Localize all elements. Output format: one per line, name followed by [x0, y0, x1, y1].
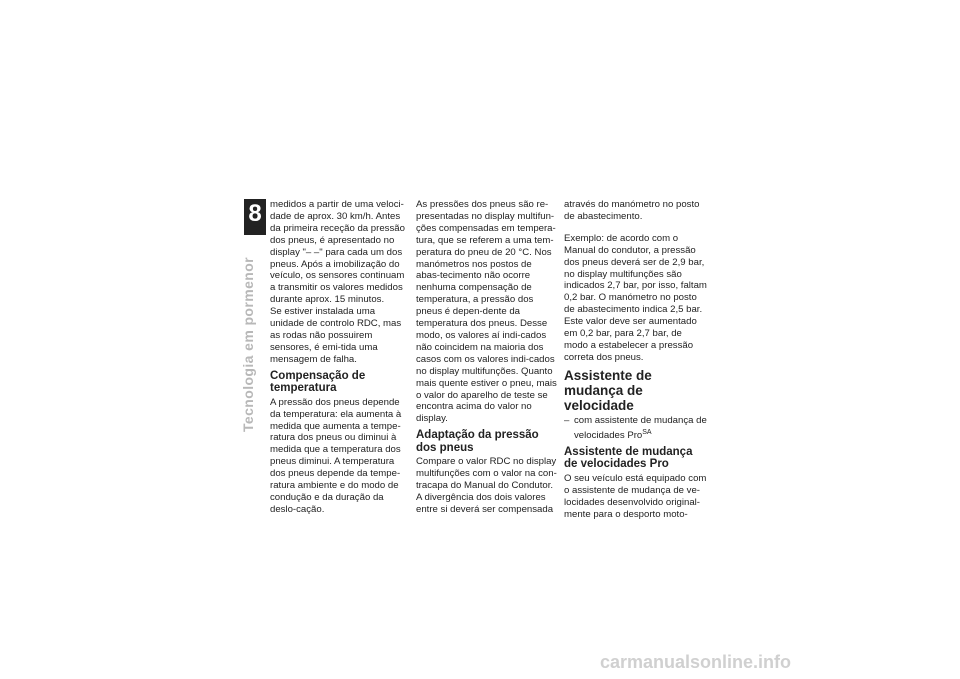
- paragraph: Exemplo: de acordo com o Manual do condutor, a pressão dos pneus deverá ser de 2,9 bar, no display multifunções são indicados 2,7 bar, por isso, faltam 0,2 bar. O manómetro no posto de abastecimento indica 2,5 bar. Este valor deve ser aumentado em 0,2 bar, para 2,7 bar, de modo a estabelecer a pressão correta dos pneus.: [564, 232, 707, 363]
- dash-icon: –: [564, 414, 570, 426]
- paragraph: O seu veículo está equipado com o assistente de mudança de ve-locidades desenvolvido original-mente para o desporto moto-: [564, 472, 707, 520]
- paragraph: medidos a partir de uma veloci-dade de aprox. 30 km/h. Antes da primeira receção da pressão dos pneus, é apresentado no display "– –" para cada um dos pneus. Após a imobilização do veículo, os sensores continuam a transmitir os valores medidos durante aprox. 15 minutos.: [270, 199, 405, 306]
- page-number: 160: [246, 225, 264, 236]
- text-column-3: [564, 199, 708, 520]
- section-heading: Assistente de mudança de velocidades Pro: [564, 445, 693, 471]
- paragraph: As pressões dos pneus são re-presentadas no display multifun-ções compensadas em tempera-tura, que se referem a uma tem-peratura do pneu de 20 °C. Nos manómetros nos postos de abas-tecimento não ocorre nenhuma compensação de temperatura, a pressão dos pneus é depen-dente da temperatura dos pneus. Desse modo, os valores aí indi-cados não coincidem na maioria dos casos com os valores indi-cados no display multifunções. Quanto mais quente estiver o pneu, mais o valor do aparelho de teste se encontra acima do valor no display.: [416, 199, 557, 425]
- paragraph: A pressão dos pneus depende da temperatura: ela aumenta à medida que aumenta a tempe-ratura dos pneus ou diminui à medida que a temperatura dos pneus diminui. A temperatura dos pneus depende da tempe-ratura ambiente e do modo de condução e da duração da deslo-cação.: [270, 396, 402, 515]
- paragraph: através do manómetro no posto de abastecimento.: [564, 199, 700, 222]
- section-heading: Adaptação da pressão dos pneus: [416, 429, 539, 454]
- paragraph: Se estiver instalada uma unidade de controlo RDC, mas as rodas não possuirem sensores, é emi-tida uma mensagem de falha.: [270, 306, 402, 365]
- sa-badge: SA: [642, 428, 652, 436]
- section-heading: Assistente de mudança de velocidade: [564, 367, 652, 413]
- chapter-number: 8: [244, 199, 266, 235]
- section-heading: Compensação de temperatura: [270, 369, 366, 395]
- watermark: carmanualsonline.info: [600, 652, 792, 672]
- paragraph: Compare o valor RDC no display multifunções com o valor na con-tracapa do Manual do Condutor. A divergência dos dois valores entre si deverá ser compensada: [416, 456, 557, 515]
- text-column-2: [416, 199, 558, 516]
- chapter-title: Tecnologia em pormenor: [240, 256, 256, 432]
- text-column-1: [270, 199, 410, 516]
- list-item: [564, 415, 708, 442]
- bullet-text: com assistente de mudança de velocidades Pro: [574, 414, 707, 441]
